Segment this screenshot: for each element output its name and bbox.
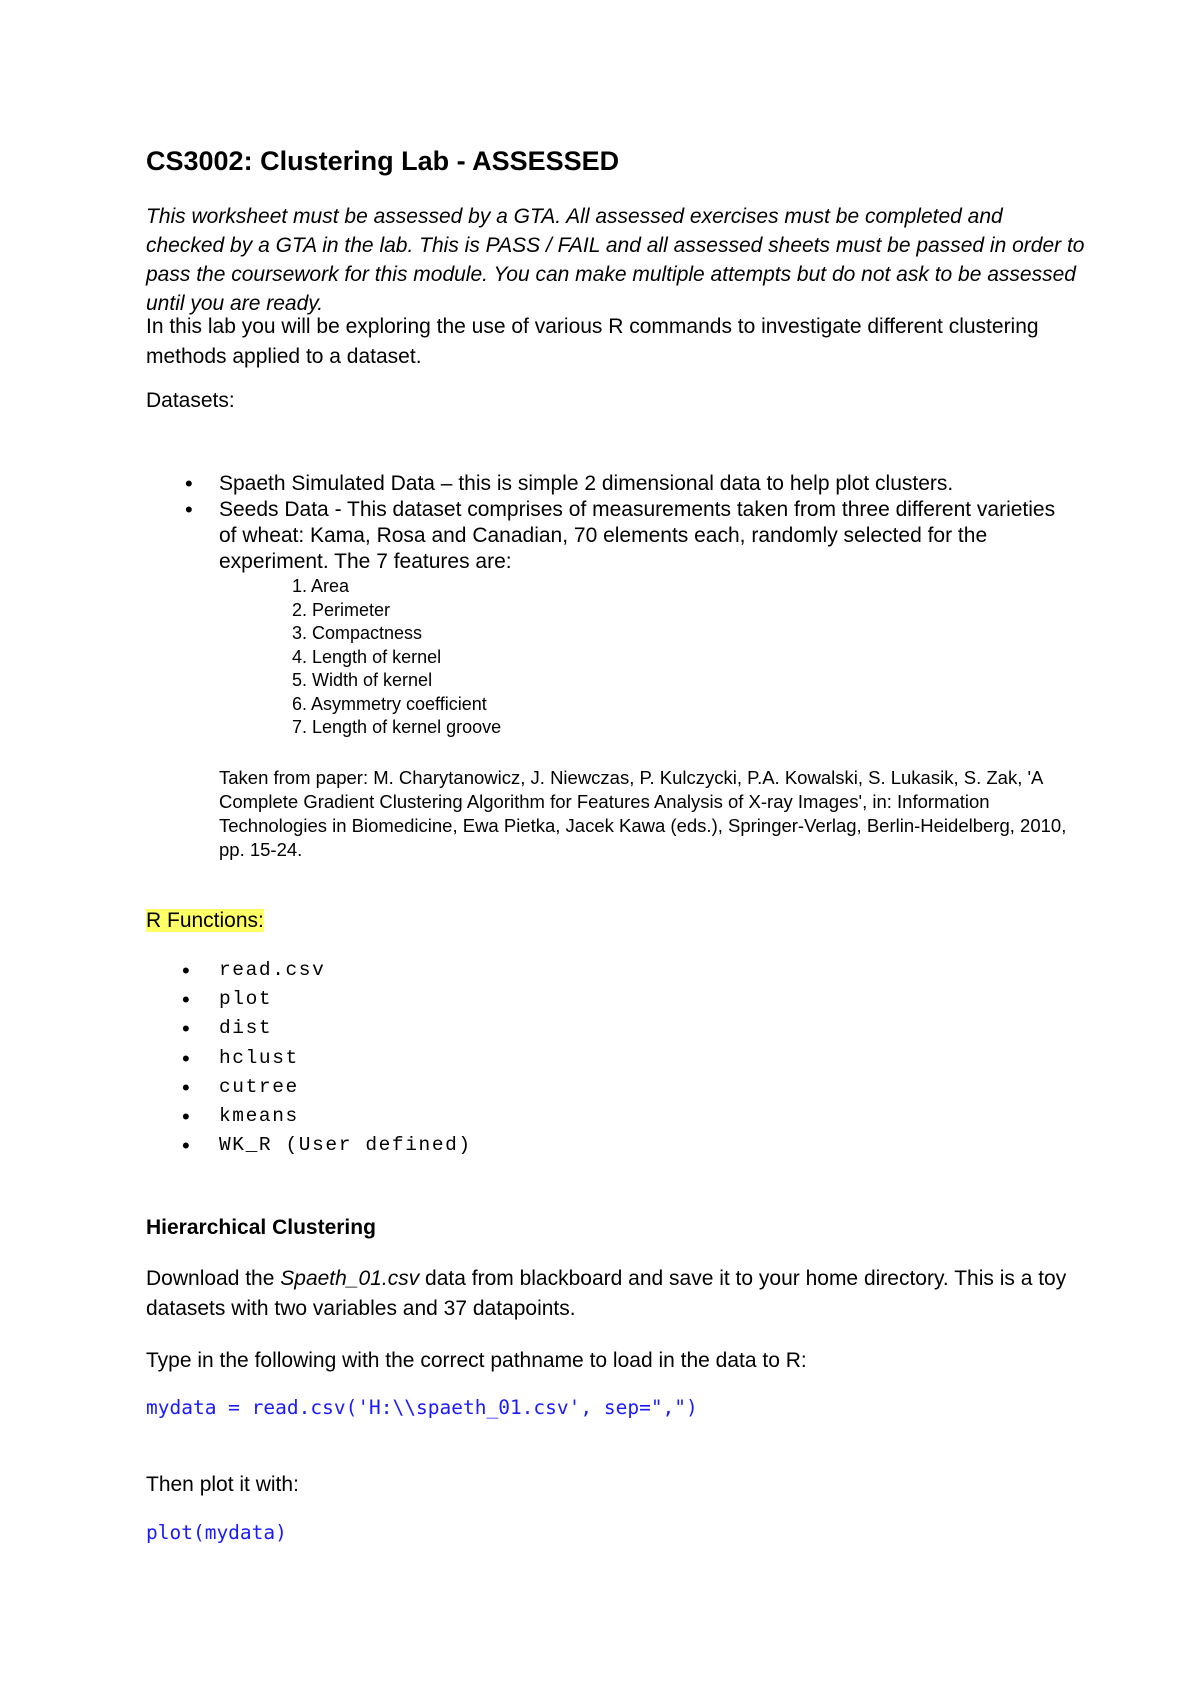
feature-item: 4. Length of kernel	[292, 646, 442, 667]
datasets-heading: Datasets:	[146, 389, 235, 412]
r-function-name: cutree	[219, 1075, 299, 1098]
download-instructions	[146, 1264, 1086, 1324]
plot-instruction: Then plot it with:	[146, 1473, 299, 1496]
code-load-data: mydata = read.csv('H:\\spaeth_01.csv', sep=",")	[146, 1396, 698, 1419]
r-function-item	[146, 985, 472, 1014]
load-instruction: Type in the following with the correct pathname to load in the data to R:	[146, 1349, 807, 1372]
dataset-item-spaeth	[146, 471, 1066, 497]
document-title: CS3002: Clustering Lab - ASSESSED	[146, 146, 620, 176]
download-text-pre: Download the	[146, 1267, 281, 1290]
lab-overview: In this lab you will be exploring the use of various R commands to investigate different clustering methods applied to a dataset.	[146, 315, 1039, 368]
feature-item: 1. Area	[292, 576, 350, 596]
assessment-notice: This worksheet must be assessed by a GTA. All assessed exercises must be completed and checked by a GTA in the lab. This is PASS / FAIL and all assessed sheets must be passed in order to pass the coursework for this module. You can make multiple attempts but do not ask to be assessed until you are ready.	[146, 205, 1085, 315]
r-functions-heading-text: R Functions:	[146, 909, 264, 932]
feature-item: 6. Asymmetry coefficient	[292, 693, 487, 714]
r-functions-list	[146, 956, 472, 1160]
download-filename: Spaeth_01.csv	[280, 1267, 420, 1290]
dataset-spaeth-text: Spaeth Simulated Data – this is simple 2 dimensional data to help plot clusters.	[219, 472, 954, 495]
r-function-name: plot	[219, 988, 273, 1011]
feature-item: 7. Length of kernel groove	[292, 717, 502, 737]
r-function-name: hclust	[219, 1046, 299, 1069]
dataset-citation: Taken from paper: M. Charytanowicz, J. Niewczas, P. Kulczycki, P.A. Kowalski, S. Lukasik, S. Zak, 'A Complete Gradient Clustering Algorithm for Features Analysis of X-ray Images', in: Information Technologies in Biomedicine, Ewa Pietka, Jacek Kawa (eds.), Springer-Verlag, Berlin-Heidelberg, 2010, pp. 15-24.	[219, 767, 1067, 860]
dataset-seeds-text: Seeds Data - This dataset comprises of measurements taken from three different varieties of wheat: Kama, Rosa and Canadian, 70 elements each, randomly selected for the experiment. The 7 features are:	[219, 498, 1056, 573]
datasets-list	[146, 471, 1066, 740]
r-function-name: dist	[219, 1017, 273, 1040]
section-heading-hierarchical: Hierarchical Clustering	[146, 1216, 376, 1239]
r-function-item	[146, 1131, 472, 1160]
r-function-name: read.csv	[219, 959, 326, 981]
r-function-name: WK_R (User defined)	[219, 1134, 472, 1157]
r-function-item	[146, 1073, 472, 1102]
r-function-item	[146, 956, 472, 985]
seeds-features-list	[219, 575, 1066, 740]
feature-item: 2. Perimeter	[292, 599, 391, 620]
download-text-post: data from blackboard and save it to your home directory. This is a toy datasets with two variables and 37 datapoints.	[146, 1267, 1067, 1320]
feature-item: 5. Width of kernel	[292, 670, 433, 690]
dataset-item-seeds	[146, 497, 1066, 740]
r-function-name: kmeans	[219, 1104, 299, 1127]
code-plot-data: plot(mydata)	[146, 1521, 287, 1544]
r-function-item	[146, 1014, 472, 1043]
r-function-item	[146, 1044, 472, 1073]
r-function-item	[146, 1102, 472, 1131]
r-functions-heading	[146, 907, 264, 935]
feature-item: 3. Compactness	[292, 623, 423, 643]
